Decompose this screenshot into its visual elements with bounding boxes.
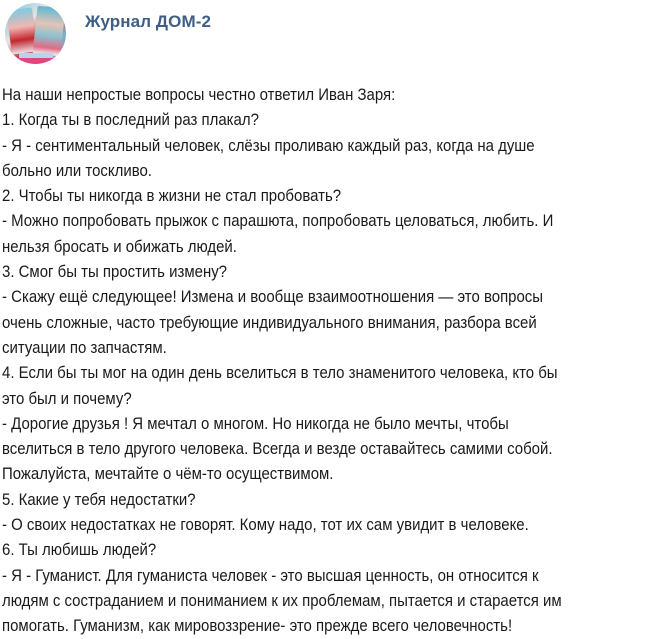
answer-2-line-1: - Можно попробовать прыжок с парашюта, попробовать целоваться, любить. И: [2, 211, 554, 231]
question-2: 2. Чтобы ты никогда в жизни не стал пробовать?: [2, 186, 342, 206]
question-1: 1. Когда ты в последний раз плакал?: [2, 110, 259, 130]
answer-4-line-1: - Дорогие друзья ! Я мечтал о многом. Но никогда не было мечты, чтобы: [2, 413, 509, 433]
answer-5: - О своих недостатках не говорят. Кому надо, тот их сам увидит в человеке.: [2, 515, 529, 535]
magazine-cover-right-icon: [33, 6, 66, 57]
community-avatar[interactable]: [5, 3, 66, 64]
question-5: 5. Какие у тебя недостатки?: [2, 489, 196, 509]
answer-3-line-1: - Скажу ещё следующее! Измена и вообще взаимоотношения — это вопросы: [2, 287, 544, 307]
answer-6-line-3: помогать. Гуманизм, как мировоззрение- это прежде всего человечность!: [2, 616, 513, 636]
answer-1-line-2: больно или тоскливо.: [2, 160, 152, 180]
answer-3-line-3: ситуации по запчастям.: [2, 337, 167, 357]
answer-4-line-3: Пожалуйста, мечтайте о чём-то осуществимом.: [2, 464, 334, 484]
answer-6-line-1: - Я - Гуманист. Для гуманиста человек - это высшая ценность, он относится к: [2, 565, 539, 585]
answer-4-line-2: вселиться в тело другого человека. Всегда и везде оставайтесь самими собой.: [2, 439, 553, 459]
answer-1-line-1: - Я - сентиментальный человек, слёзы проливаю каждый раз, когда на душе: [2, 135, 535, 155]
community-name-link[interactable]: Журнал ДОМ-2: [85, 12, 212, 31]
post-header: [0, 0, 670, 75]
question-3: 3. Смог бы ты простить измену?: [2, 262, 228, 282]
question-6: 6. Ты любишь людей?: [2, 540, 157, 560]
answer-3-line-2: очень сложные, часто требующие индивидуального внимания, разбора всей: [2, 312, 537, 332]
answer-6-line-2: людям с состраданием и пониманием к их проблемам, пытается и старается им: [2, 590, 562, 610]
question-4-line-2: это был и почему?: [2, 388, 132, 408]
question-4-line-1: 4. Если бы ты мог на один день вселиться в тело знаменитого человека, кто бы: [2, 363, 558, 383]
avatar-bottom-band: [5, 58, 66, 64]
post-body: [2, 82, 588, 639]
answer-2-line-2: нельзя бросать и обижать людей.: [2, 236, 237, 256]
post-intro: На наши непростые вопросы честно ответил Иван Заря:: [2, 85, 396, 104]
